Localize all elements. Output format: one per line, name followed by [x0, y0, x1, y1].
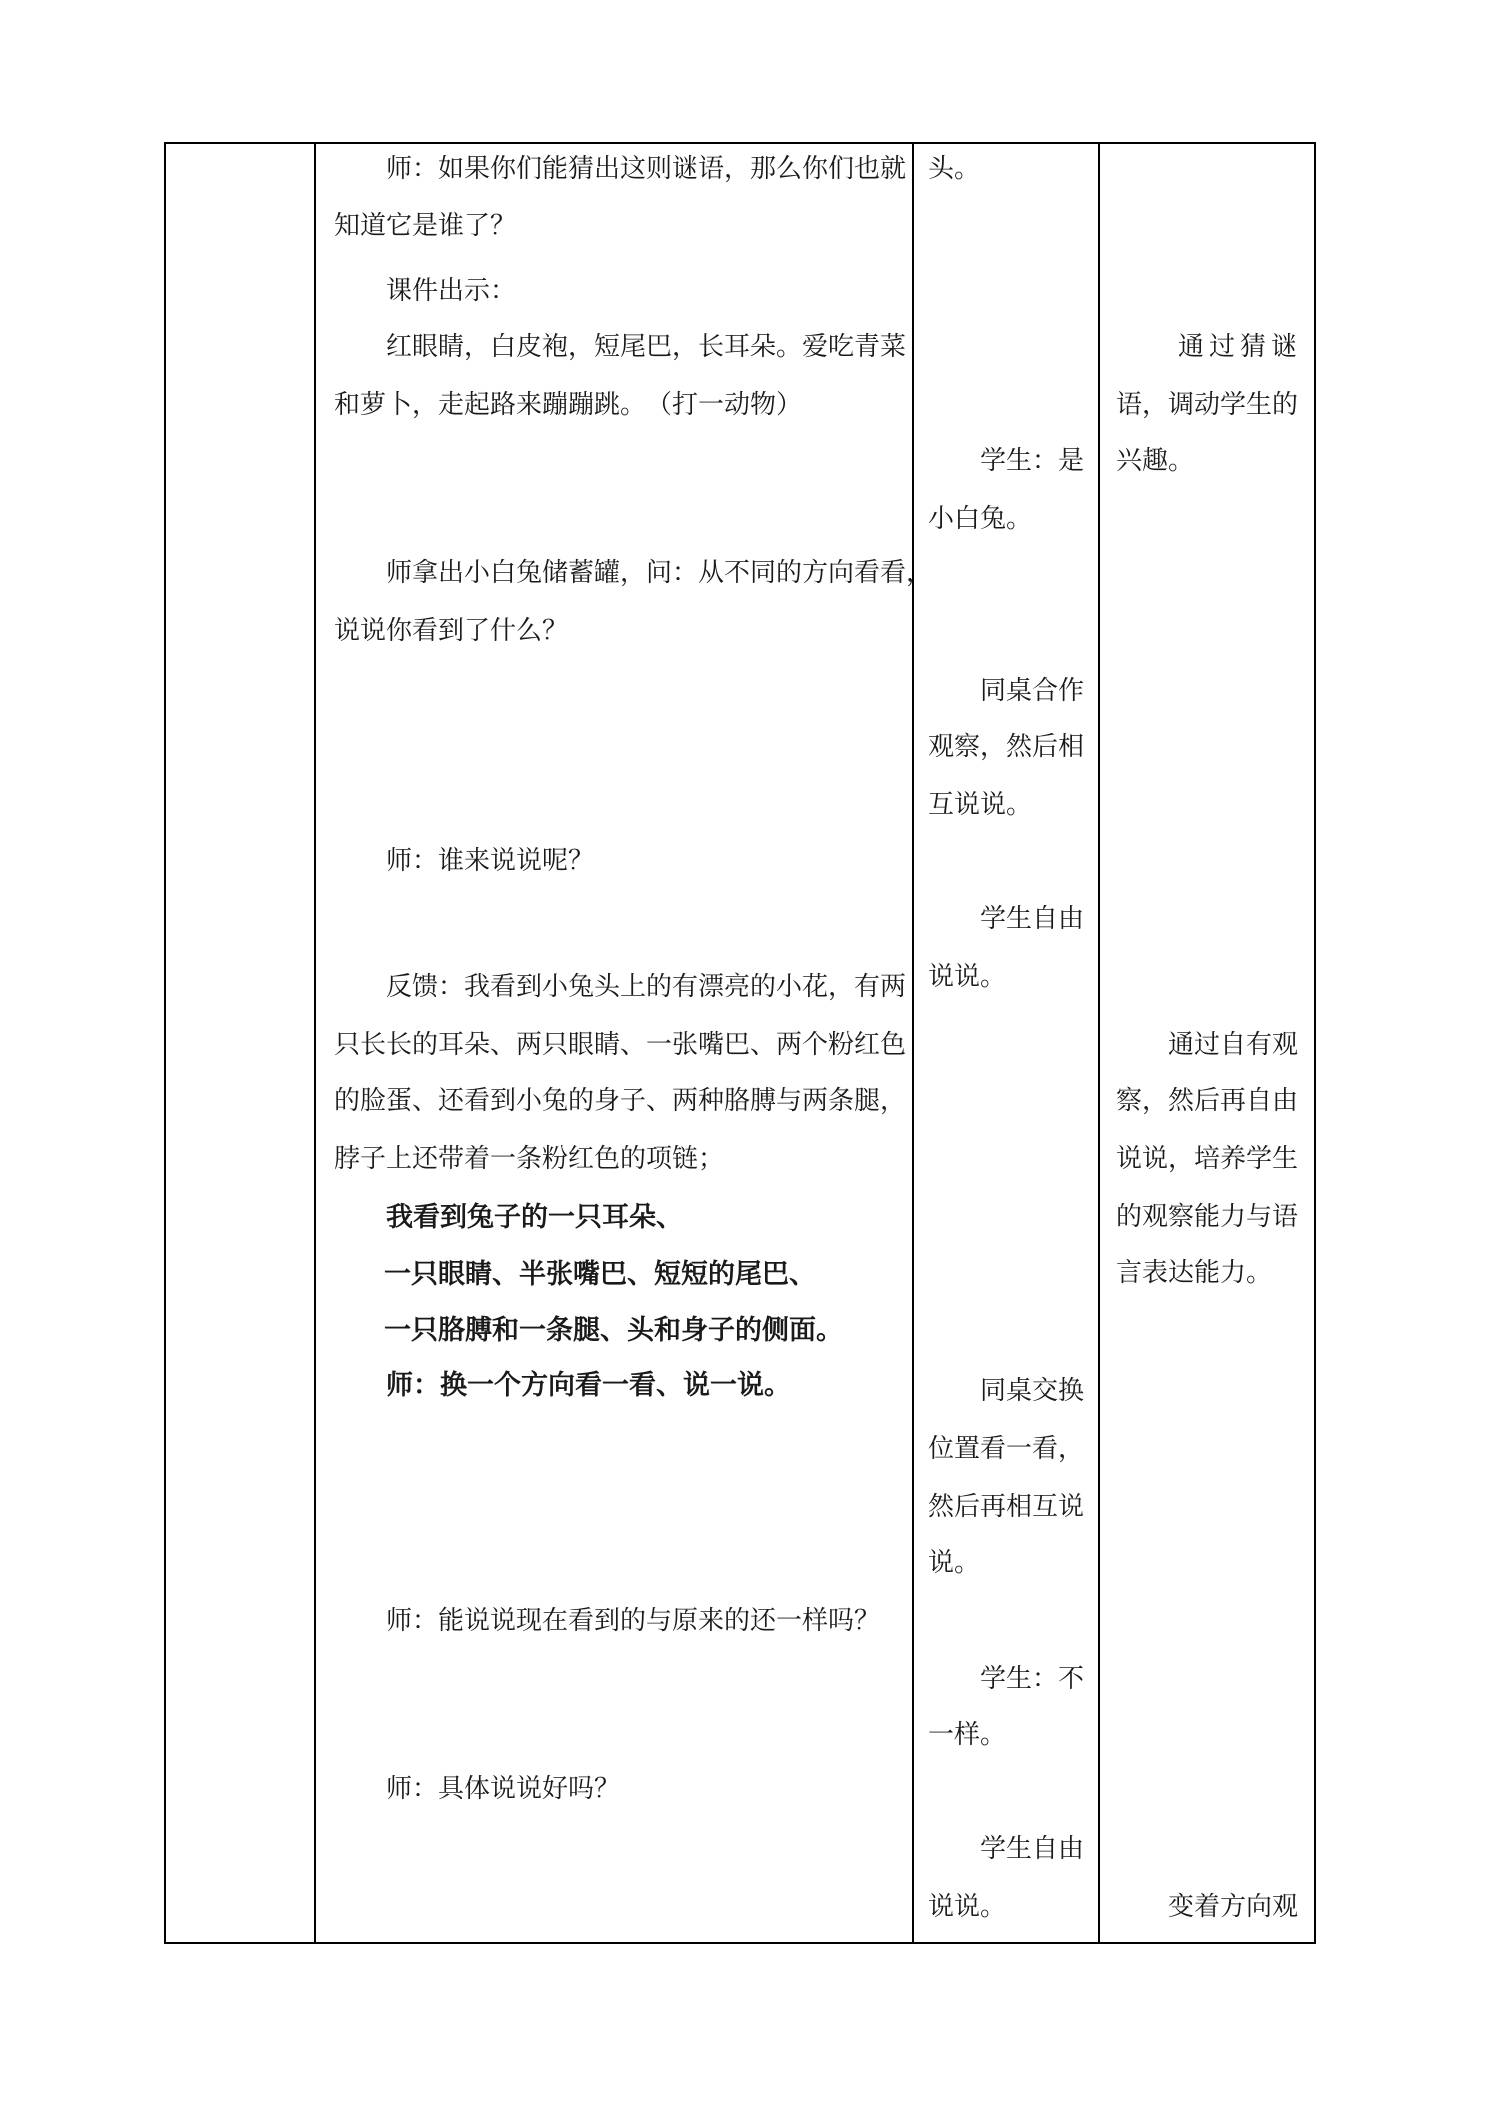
image-text-line: 一只眼睛、半张嘴巴、短短的尾巴、: [384, 1259, 816, 1290]
teacher-text-line: 师拿出小白兔储蓄罐，问：从不同的方向看看，: [334, 558, 933, 588]
lesson-plan-table: [164, 142, 1316, 1944]
teacher-text-line: 的脸蛋、还看到小兔的身子、两种胳膊与两条腿，: [334, 1086, 907, 1116]
teacher-text-line: 说说你看到了什么？: [334, 616, 569, 646]
column-divider-1: [314, 144, 316, 1942]
image-text-line: 师：换一个方向看一看、说一说。: [386, 1370, 791, 1401]
teacher-text-line: 反馈：我看到小兔头上的有漂亮的小花，有两: [334, 972, 907, 1002]
intent-text-line: 变着方向观: [1116, 1892, 1299, 1922]
student-text-line: 互说说。: [928, 790, 1033, 820]
intent-text-line: 说说，培养学生: [1116, 1144, 1299, 1174]
student-text-line: 说。: [928, 1548, 981, 1578]
student-text-line: 学生自由: [928, 904, 1085, 934]
intent-text-line: 言表达能力。: [1116, 1258, 1273, 1288]
image-text-line: 我看到兔子的一只耳朵、: [386, 1202, 683, 1233]
teacher-text-line: 脖子上还带着一条粉红色的项链；: [334, 1144, 725, 1174]
teacher-text-line: 师：谁来说说呢？: [334, 846, 595, 876]
teacher-text-line: 知道它是谁了？: [334, 211, 517, 241]
student-text-line: 同桌交换: [928, 1376, 1085, 1406]
student-text-line: 位置看一看，: [928, 1434, 1085, 1464]
student-text-line: 小白兔。: [928, 504, 1033, 534]
intent-text-line: 通过猜谜: [1116, 332, 1303, 362]
student-text-line: 学生自由: [928, 1834, 1085, 1864]
teacher-text-line: 师：能说说现在看到的与原来的还一样吗？: [334, 1606, 881, 1636]
student-text-line: 然后再相互说: [928, 1492, 1085, 1522]
intent-text-line: 察，然后再自由: [1116, 1086, 1299, 1116]
teacher-text-line: 课件出示：: [334, 276, 517, 306]
student-text-line: 学生：是: [928, 446, 1085, 476]
student-text-line: 一样。: [928, 1720, 1007, 1750]
student-text-line: 观察，然后相: [928, 732, 1085, 762]
teacher-text-line: 和萝卜，走起路来蹦蹦跳。 （打一动物）: [334, 390, 803, 420]
student-text-line: 说说。: [928, 1892, 1007, 1922]
student-text-line: 头。: [928, 154, 981, 184]
column-divider-2: [912, 144, 914, 1942]
teacher-text-line: 师：如果你们能猜出这则谜语，那么你们也就: [334, 154, 907, 184]
student-text-line: 同桌合作: [928, 676, 1085, 706]
teacher-text-line: 红眼睛，白皮袍，短尾巴，长耳朵。爱吃青菜: [334, 332, 907, 362]
teacher-text-line: 师：具体说说好吗？: [334, 1774, 621, 1804]
intent-text-line: 兴趣。: [1116, 446, 1195, 476]
teacher-text-line: 只长长的耳朵、两只眼睛、一张嘴巴、两个粉红色: [334, 1030, 907, 1060]
intent-text-line: 语，调动学生的: [1116, 390, 1299, 420]
intent-text-line: 通过自有观: [1116, 1030, 1299, 1060]
student-text-line: 说说。: [928, 962, 1007, 992]
image-text-line: 一只胳膊和一条腿、头和身子的侧面。: [384, 1315, 843, 1346]
intent-text-line: 的观察能力与语: [1116, 1202, 1299, 1232]
student-text-line: 学生：不: [928, 1664, 1085, 1694]
column-divider-3: [1098, 144, 1100, 1942]
